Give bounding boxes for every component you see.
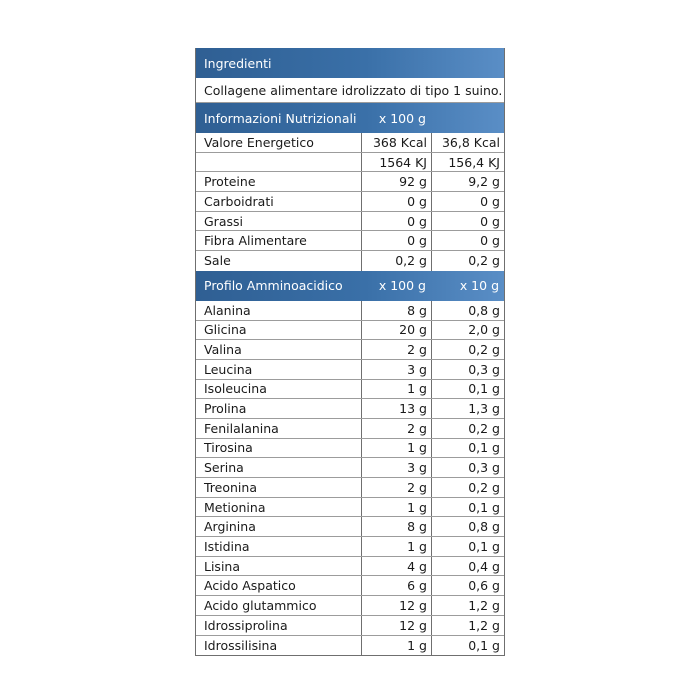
table-row [196,380,504,400]
row-label: Istidina [196,537,362,556]
row-value: 0,2 g [468,420,500,436]
row-value: 0,8 g [468,302,500,318]
row-value: 0,2 g [468,342,500,358]
row-value: 156,4 KJ [448,154,500,170]
nutrition-panel [195,48,505,656]
table-row [196,458,504,478]
row-value: 2 g [362,419,432,438]
table-row [196,172,504,192]
row-value: 0 g [362,192,432,211]
row-value: 1564 KJ [362,153,432,172]
table-row [196,231,504,251]
row-label: Arginina [196,517,362,536]
row-label: Alanina [196,301,362,320]
table-row [196,478,504,498]
table-row [196,301,504,321]
row-label: Leucina [196,360,362,379]
table-row [196,360,504,380]
row-value: 0,2 g [362,251,432,271]
row-label: Prolina [196,399,362,418]
ingredients-header-label: Ingredienti [204,55,272,71]
table-row [196,192,504,212]
table-row [196,399,504,419]
row-value: 3 g [362,458,432,477]
table-row [196,576,504,596]
table-row [196,153,504,173]
amino-header [196,271,504,301]
row-value: 368 Kcal [362,133,432,152]
row-value: 2 g [362,340,432,359]
table-row [196,133,504,153]
table-row [196,419,504,439]
table-row [196,557,504,577]
table-row [196,212,504,232]
row-value: 12 g [362,616,432,635]
row-value: 92 g [362,172,432,191]
row-value: 0,8 g [468,519,500,535]
row-label: Isoleucina [196,380,362,399]
row-value: 0,3 g [468,361,500,377]
row-value: 1,2 g [468,617,500,633]
amino-header-col1: x 100 g [378,278,426,294]
row-value: 0,4 g [468,558,500,574]
row-value: 2,0 g [468,322,500,338]
row-label: Fibra Alimentare [196,231,362,250]
row-label: Idrossilisina [196,636,362,656]
row-label: Glicina [196,321,362,340]
ingredients-header [196,48,504,78]
row-label: Tirosina [196,439,362,458]
table-row [196,498,504,518]
row-value: 0 g [480,193,500,209]
row-value: 3 g [362,360,432,379]
row-value: 9,2 g [468,174,500,190]
row-value: 0,2 g [468,253,500,269]
row-label: Acido Aspatico [196,576,362,595]
row-value: 8 g [362,301,432,320]
ingredients-text: Collagene alimentare idrolizzato di tipo 1 suino. [196,78,504,103]
row-value: 1,2 g [468,597,500,613]
row-value: 0,1 g [468,440,500,456]
amino-table [196,301,504,655]
row-value: 1 g [362,537,432,556]
row-label: Sale [196,251,362,271]
row-value: 0 g [480,233,500,249]
row-value: 36,8 Kcal [441,134,500,150]
row-value: 20 g [362,321,432,340]
row-value: 0,3 g [468,460,500,476]
row-value: 0 g [480,213,500,229]
row-label: Grassi [196,212,362,231]
row-value: 0 g [362,231,432,250]
row-value: 0,1 g [468,538,500,554]
nutrition-table [196,133,504,271]
table-row [196,321,504,341]
row-label: Fenilalanina [196,419,362,438]
row-value: 2 g [362,478,432,497]
row-label: Proteine [196,172,362,191]
row-value: 0,1 g [468,499,500,515]
row-label [196,153,362,172]
row-value: 1 g [362,498,432,517]
row-value: 12 g [362,596,432,615]
row-value: 1 g [362,636,432,656]
amino-header-label: Profilo Amminoacidico [204,278,343,294]
row-value: 1 g [362,439,432,458]
row-value: 0,1 g [468,637,500,653]
table-row [196,517,504,537]
row-value: 1,3 g [468,401,500,417]
table-row [196,251,504,271]
row-value: 13 g [362,399,432,418]
row-label: Idrossiprolina [196,616,362,635]
nutrition-header-col1: x 100 g [378,110,426,126]
amino-header-col2: x 10 g [459,278,499,294]
row-label: Valore Energetico [196,133,362,152]
row-value: 8 g [362,517,432,536]
row-value: 0,6 g [468,578,500,594]
table-row [196,537,504,557]
table-row [196,636,504,656]
row-value: 6 g [362,576,432,595]
row-label: Acido glutammico [196,596,362,615]
table-row [196,616,504,636]
row-label: Serina [196,458,362,477]
row-value: 0,1 g [468,381,500,397]
row-label: Carboidrati [196,192,362,211]
row-label: Lisina [196,557,362,576]
row-value: 4 g [362,557,432,576]
row-value: 1 g [362,380,432,399]
row-label: Treonina [196,478,362,497]
nutrition-header [196,103,504,133]
row-value: 0,2 g [468,479,500,495]
table-row [196,596,504,616]
nutrition-header-label: Informazioni Nutrizionali [204,110,357,126]
row-label: Valina [196,340,362,359]
row-value: 0 g [362,212,432,231]
row-label: Metionina [196,498,362,517]
table-row [196,439,504,459]
table-row [196,340,504,360]
